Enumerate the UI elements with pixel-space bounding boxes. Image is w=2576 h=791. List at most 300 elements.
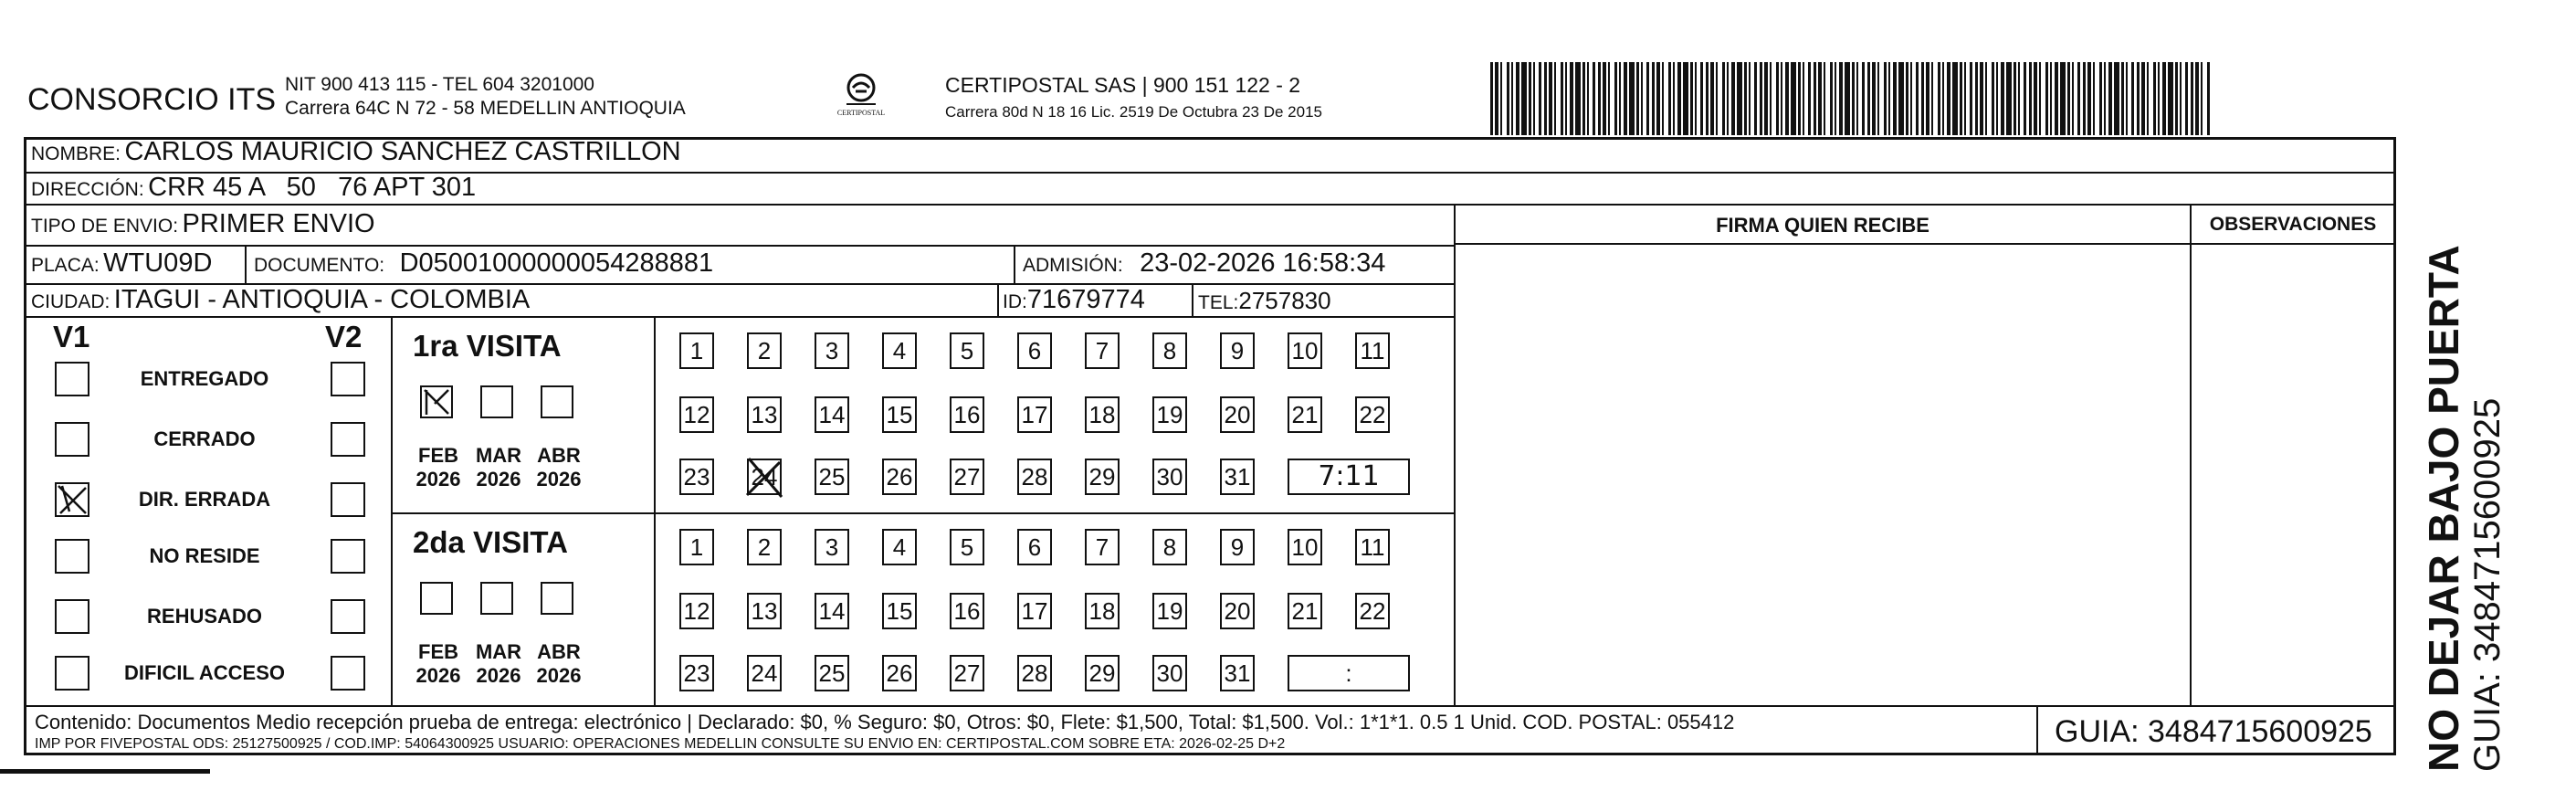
barcode-bar (1785, 62, 1789, 135)
month-label (533, 444, 584, 491)
day-box[interactable]: 8 (1152, 332, 1187, 369)
day-box[interactable]: 17 (1017, 396, 1052, 433)
barcode-bar (1656, 62, 1660, 135)
day-box[interactable]: 8 (1152, 529, 1187, 565)
day-box[interactable]: 11 (1355, 332, 1390, 369)
status-label: CERRADO (153, 427, 256, 450)
v2-checkbox[interactable] (331, 656, 365, 691)
barcode-bar (1737, 62, 1742, 135)
month-checkbox[interactable] (420, 385, 453, 418)
barcode-bar (1781, 62, 1782, 135)
barcode-bar (1587, 62, 1589, 135)
barcode-bar (2201, 62, 2203, 135)
v2-header: V2 (325, 320, 363, 353)
barcode-bar (1683, 62, 1688, 135)
barcode-bar (1931, 62, 1933, 135)
month-year: 2026 (415, 468, 461, 490)
rule (1456, 243, 2394, 245)
day-box[interactable]: 7 (1085, 529, 1120, 565)
firma-header: FIRMA QUIEN RECIBE (1716, 214, 1929, 237)
day-box[interactable]: 19 (1152, 396, 1187, 433)
barcode-bar (2077, 62, 2080, 135)
month-year: 2026 (536, 664, 582, 687)
barcode-bar (2207, 62, 2210, 135)
visit-title: 1ra VISITA (413, 329, 562, 363)
edge-mark (0, 769, 210, 774)
barcode-bar (1575, 62, 1581, 135)
rule (26, 316, 1456, 318)
day-box[interactable]: 22 (1355, 593, 1390, 629)
day-box[interactable]: 31 (1220, 655, 1255, 691)
barcode-bar (2175, 62, 2178, 135)
month-year: 2026 (476, 664, 521, 687)
month-label (533, 640, 584, 688)
barcode-bar (2131, 62, 2134, 135)
barcode-bar (2055, 62, 2058, 135)
v2-checkbox[interactable] (331, 422, 365, 457)
day-box[interactable]: 14 (815, 593, 849, 629)
barcode-bar (1544, 62, 1547, 135)
barcode-bar (1629, 62, 1635, 135)
month-name: FEB (418, 640, 458, 663)
barcode-bar (1549, 62, 1552, 135)
barcode-bar (1614, 62, 1617, 135)
barcode-bar (2099, 62, 2102, 135)
ciudad-field (31, 285, 530, 315)
barcode-bar (1808, 62, 1811, 135)
barcode-bar (1960, 62, 1962, 135)
day-box[interactable]: 29 (1085, 655, 1120, 691)
barcode-bar (1947, 62, 1950, 135)
barcode-bar (1641, 62, 1643, 135)
x-mark-icon (57, 484, 88, 515)
rule (1454, 204, 1456, 705)
day-box[interactable]: 19 (1152, 593, 1187, 629)
barcode-bar (1533, 62, 1535, 135)
day-box[interactable]: 3 (815, 529, 849, 565)
barcode-bar (2126, 62, 2128, 135)
status-label: DIFICIL ACCESO (123, 661, 285, 684)
barcode-bar (1877, 62, 1879, 135)
day-box[interactable]: 5 (950, 529, 984, 565)
barcode-bar (1706, 62, 1709, 135)
barcode-bar (1608, 62, 1610, 135)
month-checkbox[interactable] (420, 582, 453, 615)
day-box[interactable]: 20 (1220, 593, 1255, 629)
month-year: 2026 (415, 664, 461, 687)
rule (2036, 705, 2038, 754)
day-box[interactable]: 23 (679, 655, 714, 691)
day-box[interactable]: 28 (1017, 459, 1052, 495)
barcode-bar (1731, 62, 1735, 135)
barcode-bar (1770, 62, 1772, 135)
barcode-bar (1603, 62, 1606, 135)
barcode-bar (1539, 62, 1541, 135)
barcode-bar (1818, 62, 1822, 135)
barcode-bar (1593, 62, 1595, 135)
day-box[interactable]: 2 (747, 529, 782, 565)
v2-checkbox[interactable] (331, 599, 365, 634)
day-box[interactable]: 20 (1220, 396, 1255, 433)
time-box[interactable]: 7:11 (1288, 459, 1410, 495)
barcode-bar (2195, 62, 2199, 135)
day-box[interactable]: 7 (1085, 332, 1120, 369)
footer-guia: GUIA: 3484715600925 (2055, 714, 2372, 749)
tipo-value: PRIMER ENVIO (182, 209, 375, 238)
barcode-bar (1856, 62, 1858, 135)
barcode-bar (1646, 62, 1649, 135)
barcode-bar (1700, 62, 1703, 135)
barcode-bar (1872, 62, 1876, 135)
direccion-value: CRR 45 A 50 76 APT 301 (148, 173, 477, 202)
month-name: MAR (475, 640, 522, 663)
status-label: REHUSADO (147, 605, 262, 628)
day-box[interactable]: 18 (1085, 593, 1120, 629)
barcode-bar (1898, 62, 1904, 135)
barcode-bar (2029, 62, 2032, 135)
barcode-bar (1710, 62, 1714, 135)
barcode-bar (1677, 62, 1681, 135)
barcode-bar (2060, 62, 2066, 135)
barcode-bar (1624, 62, 1627, 135)
barcode-bar (2191, 62, 2193, 135)
day-box[interactable]: 12 (679, 396, 714, 433)
day-box[interactable]: 16 (950, 396, 984, 433)
placa-value: WTU09D (103, 248, 213, 278)
day-box[interactable]: 24 (747, 459, 782, 495)
v2-checkbox[interactable] (331, 482, 365, 517)
visit-title: 2da VISITA (413, 525, 568, 559)
barcode-bar (1845, 62, 1850, 135)
side-label (2420, 245, 2508, 772)
barcode-bar (2185, 62, 2188, 135)
barcode-bar (1570, 62, 1573, 135)
day-box[interactable]: 10 (1288, 529, 1322, 565)
day-box[interactable]: 6 (1017, 529, 1052, 565)
barcode-bar (1490, 62, 1493, 135)
barcode-bar (1554, 62, 1556, 135)
day-box[interactable]: 9 (1220, 332, 1255, 369)
id-label: ID: (1003, 291, 1027, 312)
rule (245, 245, 247, 283)
barcode-bar (1776, 62, 1779, 135)
barcode-bar (1906, 62, 1908, 135)
barcode-bar (1888, 62, 1890, 135)
month-label (413, 640, 464, 688)
barcode-bar (1495, 62, 1498, 135)
barcode-bar (1798, 62, 1801, 135)
v1-checkbox[interactable] (55, 539, 89, 574)
x-mark-icon (743, 455, 787, 501)
nombre-value: CARLOS MAURICIO SANCHEZ CASTRILLON (124, 137, 681, 166)
barcode-bar (2158, 62, 2160, 135)
carrier-line2: Carrera 80d N 18 16 Lic. 2519 De Octubra 23 De 2015 (945, 103, 1322, 121)
barcode-bar (2013, 62, 2016, 135)
barcode-bar (1980, 62, 1983, 135)
logo-icon (841, 71, 881, 108)
day-box[interactable]: 9 (1220, 529, 1255, 565)
certipostal-logo (829, 71, 893, 117)
rule (1014, 245, 1015, 283)
barcode-bar (2067, 62, 2070, 135)
barcode-bar (1830, 62, 1833, 135)
barcode-bar (1511, 62, 1513, 135)
month-label (413, 444, 464, 491)
documento-label: DOCUMENTO: (254, 255, 385, 276)
ciudad-value: ITAGUI - ANTIOQUIA - COLOMBIA (113, 285, 531, 314)
x-mark-icon (422, 387, 451, 417)
documento-value: D05001000000054288881 (399, 248, 714, 278)
ciudad-label: CIUDAD: (31, 291, 110, 312)
barcode-bar (1760, 62, 1762, 135)
day-box[interactable]: 13 (747, 593, 782, 629)
barcode-bar (1910, 62, 1912, 135)
barcode-bar (2104, 62, 2106, 135)
rule (391, 512, 1456, 514)
day-box[interactable]: 15 (882, 593, 917, 629)
day-box[interactable]: 23 (679, 459, 714, 495)
id-value: 71679774 (1026, 285, 1145, 314)
rule (26, 204, 2394, 206)
barcode-bar (1803, 62, 1804, 135)
barcode-bar (1893, 62, 1897, 135)
barcode-bar (2093, 62, 2095, 135)
v2-checkbox[interactable] (331, 362, 365, 396)
barcode-bar (1985, 62, 1987, 135)
barcode-bar (2087, 62, 2091, 135)
rule (26, 245, 1456, 247)
barcode-bar (1835, 62, 1836, 135)
barcode-bar (1852, 62, 1855, 135)
month-checkbox[interactable] (480, 385, 513, 418)
day-box[interactable]: 4 (882, 529, 917, 565)
rule (1192, 283, 1193, 316)
day-box[interactable]: 29 (1085, 459, 1120, 495)
documento-field (254, 248, 713, 279)
barcode-bar (2141, 62, 2145, 135)
day-box[interactable]: 26 (882, 459, 917, 495)
barcode-bar (2039, 62, 2041, 135)
day-box[interactable]: 25 (815, 459, 849, 495)
carrier-info (945, 73, 1322, 121)
barcode-bar (2168, 62, 2173, 135)
barcode-bar (2137, 62, 2140, 135)
day-box[interactable]: 28 (1017, 655, 1052, 691)
day-box[interactable]: 12 (679, 593, 714, 629)
v1-checkbox[interactable] (55, 599, 89, 634)
barcode-bar (1964, 62, 1966, 135)
rule (997, 283, 999, 316)
month-year: 2026 (476, 468, 521, 490)
status-label: NO RESIDE (149, 544, 260, 567)
day-box[interactable]: 1 (679, 332, 714, 369)
barcode-bar (1690, 62, 1693, 135)
barcode-bar (1992, 62, 1994, 135)
direccion-field (31, 173, 476, 203)
month-label (473, 640, 524, 688)
day-box[interactable]: 30 (1152, 459, 1187, 495)
nombre-label: NOMBRE: (31, 143, 121, 164)
day-box[interactable]: 3 (815, 332, 849, 369)
day-box[interactable]: 18 (1085, 396, 1120, 433)
day-box[interactable]: 25 (815, 655, 849, 691)
direccion-label: DIRECCIÓN: (31, 179, 144, 200)
barcode-bar (1716, 62, 1718, 135)
barcode-bar (2121, 62, 2124, 135)
barcode-bar (1565, 62, 1567, 135)
status-label: DIR. ERRADA (138, 488, 271, 511)
tipo-label: TIPO DE ENVIO: (31, 216, 179, 237)
rule (26, 705, 2394, 707)
month-checkbox[interactable] (541, 385, 573, 418)
barcode-bar (1942, 62, 1944, 135)
barcode-bar (2083, 62, 2086, 135)
barcode-bar (1814, 62, 1816, 135)
barcode-bar (2050, 62, 2052, 135)
barcode-bar (1652, 62, 1655, 135)
company-name: CONSORCIO ITS (27, 82, 277, 117)
admision-field (1023, 248, 1385, 279)
no-dejar-text: NO DEJAR BAJO PUERTA (2420, 245, 2467, 772)
barcode-bar (1507, 62, 1509, 135)
day-box[interactable]: 13 (747, 396, 782, 433)
barcode-bar (1839, 62, 1843, 135)
barcode-bar (1582, 62, 1585, 135)
rule (654, 316, 656, 705)
barcode-bar (1668, 62, 1671, 135)
rule (391, 316, 393, 705)
barcode-bar (2018, 62, 2020, 135)
barcode-bar (1727, 62, 1729, 135)
day-box[interactable]: 22 (1355, 396, 1390, 433)
barcode-bar (1521, 62, 1527, 135)
day-box[interactable]: 1 (679, 529, 714, 565)
v1-checkbox[interactable] (55, 422, 89, 457)
barcode-bar (1749, 62, 1751, 135)
day-box[interactable]: 17 (1017, 593, 1052, 629)
barcode-bar (1636, 62, 1639, 135)
day-box[interactable]: 14 (815, 396, 849, 433)
barcode-bar (1970, 62, 1972, 135)
day-box[interactable]: 10 (1288, 332, 1322, 369)
barcode-bar (2114, 62, 2119, 135)
v1-checkbox[interactable] (55, 482, 89, 517)
admision-value: 23-02-2026 16:58:34 (1140, 248, 1386, 278)
barcode-bar (2147, 62, 2149, 135)
company-info (285, 73, 686, 121)
barcode-bar (1619, 62, 1621, 135)
barcode-bar (1975, 62, 1978, 135)
v1-header: V1 (53, 320, 90, 353)
logo-text: CERTIPOSTAL (836, 109, 886, 117)
company-nit: NIT 900 413 115 - TEL 604 3201000 (285, 74, 594, 95)
tel-field (1198, 287, 1331, 315)
tipo-field (31, 209, 375, 239)
status-label: ENTREGADO (140, 367, 269, 390)
barcode-bar (1862, 62, 1865, 135)
day-box[interactable]: 31 (1220, 459, 1255, 495)
barcode-bar (2045, 62, 2048, 135)
barcode-bar (1695, 62, 1697, 135)
company-address: Carrera 64C N 72 - 58 MEDELLIN ANTIOQUIA (285, 98, 686, 119)
barcode-bar (1938, 62, 1940, 135)
imp-text: IMP POR FIVEPOSTAL ODS: 25127500925 / COD.IMP: 54064300925 USUARIO: OPERACIONES MEDELLIN CONSULTE SU ENVIO EN: CERTIPOSTAL.COM SOBRE ETA: 2026-02-25 D+2 (35, 736, 1286, 752)
month-name: ABR (537, 640, 581, 663)
v1-checkbox[interactable] (55, 362, 89, 396)
day-box[interactable]: 27 (950, 655, 984, 691)
barcode-bar (2034, 62, 2037, 135)
month-name: ABR (537, 444, 581, 467)
barcode-bar (2153, 62, 2156, 135)
month-name: FEB (418, 444, 458, 467)
day-box[interactable]: 21 (1288, 396, 1322, 433)
barcode-bar (1673, 62, 1675, 135)
day-box[interactable]: 15 (882, 396, 917, 433)
barcode-bar (2072, 62, 2074, 135)
barcode-bar (2001, 62, 2004, 135)
day-box[interactable]: 6 (1017, 332, 1052, 369)
time-box[interactable]: : (1288, 655, 1410, 691)
barcode-bar (1662, 62, 1664, 135)
day-box[interactable]: 21 (1288, 593, 1322, 629)
day-box[interactable]: 24 (747, 655, 782, 691)
day-box[interactable]: 30 (1152, 655, 1187, 691)
barcode-bar (2180, 62, 2182, 135)
day-box[interactable]: 27 (950, 459, 984, 495)
barcode-bar (1921, 62, 1924, 135)
barcode-bar (1824, 62, 1825, 135)
barcode-bar (1754, 62, 1757, 135)
id-field (1003, 285, 1145, 315)
month-checkbox[interactable] (541, 582, 573, 615)
admision-label: ADMISIÓN: (1023, 255, 1123, 276)
v1-checkbox[interactable] (55, 656, 89, 691)
day-box[interactable]: 4 (882, 332, 917, 369)
barcode-bar (1791, 62, 1796, 135)
day-box[interactable]: 26 (882, 655, 917, 691)
barcode-bar (1722, 62, 1725, 135)
day-box[interactable]: 2 (747, 332, 782, 369)
barcode-bar (1952, 62, 1958, 135)
barcode-bar (2024, 62, 2026, 135)
rule (2190, 204, 2192, 705)
month-year: 2026 (536, 468, 582, 490)
barcode-bar (1598, 62, 1601, 135)
barcode-bar (1764, 62, 1768, 135)
placa-field (31, 248, 212, 279)
day-box[interactable]: 16 (950, 593, 984, 629)
barcode-bar (2006, 62, 2012, 135)
carrier-line1: CERTIPOSTAL SAS | 900 151 122 - 2 (945, 73, 1301, 97)
barcode-bar (1867, 62, 1870, 135)
barcode-bar (1926, 62, 1929, 135)
tel-value: 2757830 (1238, 287, 1331, 314)
barcode-bar (2108, 62, 2112, 135)
v2-checkbox[interactable] (331, 539, 365, 574)
barcode-bar (1996, 62, 1998, 135)
contenido-text: Contenido: Documentos Medio recepción prueba de entrega: electrónico | Declarado: $0, % Seguro: $0, Otros: $0, Flete: $1,500, Total: $1,500. Vol.: 1*1*1. 0.5 1 Unid. COD. POSTAL: 055412 (35, 711, 1735, 733)
barcode-bar (1884, 62, 1887, 135)
side-guia-text: GUIA: 3484715600925 (2467, 397, 2508, 772)
barcode (1490, 62, 2212, 135)
barcode-bar (1916, 62, 1919, 135)
barcode-bar (1561, 62, 1563, 135)
day-box[interactable]: 11 (1355, 529, 1390, 565)
month-checkbox[interactable] (480, 582, 513, 615)
day-box[interactable]: 5 (950, 332, 984, 369)
month-name: MAR (475, 444, 522, 467)
placa-label: PLACA: (31, 255, 100, 276)
